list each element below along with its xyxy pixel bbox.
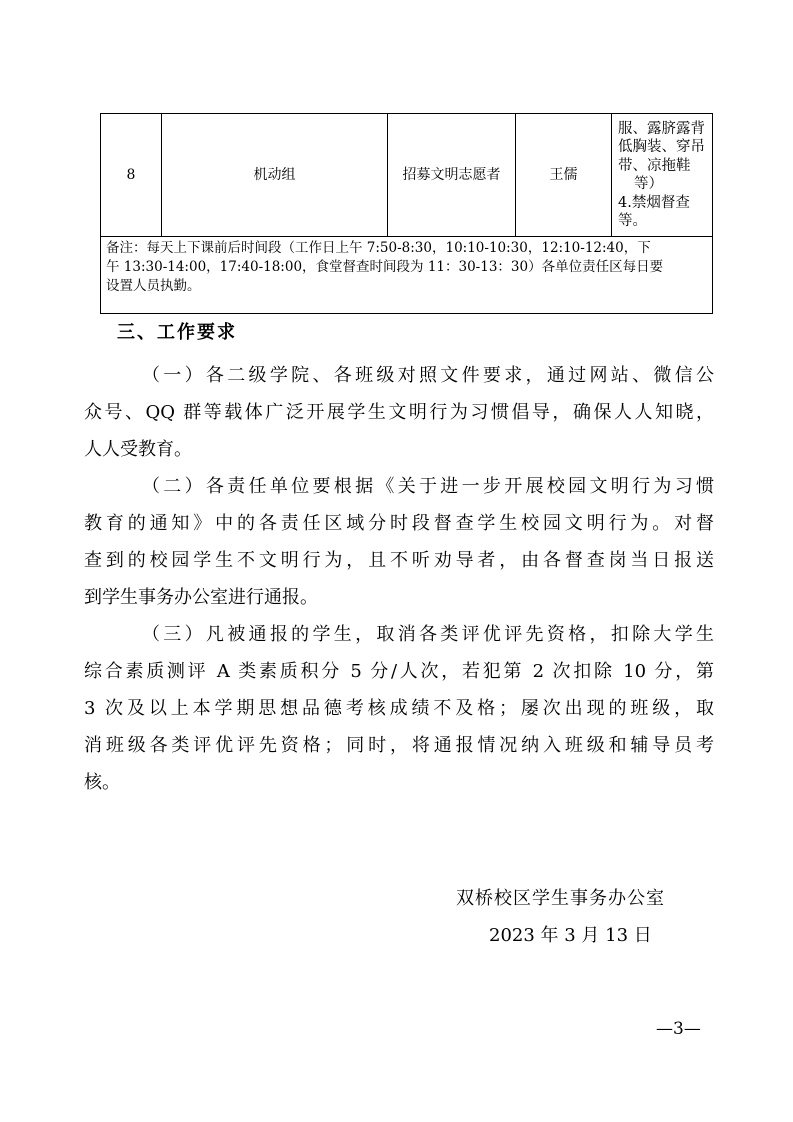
note-cell [101, 237, 713, 314]
note-line: 设置人员执勤。 [106, 278, 201, 294]
paragraph-line: 查到的校园学生不文明行为，且不听劝导者，由各督查岗当日报送 [84, 550, 714, 571]
person-name: 王儒 [516, 114, 612, 237]
duty-line: 服、露脐露背 [618, 120, 705, 137]
signature-date: 2023 年 3 月 13 日 [489, 925, 652, 946]
duty-table [100, 113, 713, 314]
paragraph-line: （三）凡被通报的学生，取消各类评优评先资格，扣除大学生 [142, 624, 714, 645]
table-row [101, 114, 713, 237]
section-heading: 三、工作要求 [117, 322, 237, 343]
paragraph-line: 人人受教育。 [84, 439, 192, 460]
paragraph-1 [84, 357, 714, 468]
row-index: 8 [101, 114, 162, 237]
paragraph-line: 到学生事务办公室进行通报。 [84, 587, 318, 608]
duty-line: 低胸装、穿吊 [618, 139, 705, 155]
duty-line: 等。 [618, 213, 647, 229]
paragraph-2 [84, 468, 714, 616]
paragraph-line: 教育的通知》中的各责任区域分时段督查学生校园文明行为。对督 [84, 513, 714, 534]
paragraph-line: 核。 [84, 772, 120, 793]
paragraph-3 [84, 616, 714, 801]
paragraph-line: 综合素质测评 A 类素质积分 5 分/人次，若犯第 2 次扣除 10 分，第 [84, 661, 714, 682]
duty-line: 带、凉拖鞋 [618, 157, 691, 174]
paragraph-line: 众号、QQ 群等载体广泛开展学生文明行为习惯倡导，确保人人知晓， [84, 402, 714, 423]
paragraph-line: （二）各责任单位要根据《关于进一步开展校园文明行为习惯 [142, 476, 714, 497]
paragraph-line: 3 次及以上本学期思想品德考核成绩不及格；屡次出现的班级，取 [84, 698, 714, 719]
group-name: 机动组 [162, 114, 388, 237]
task-name: 招募文明志愿者 [388, 114, 516, 237]
duty-line: 4.禁烟督查 [618, 194, 690, 211]
signature-office: 双桥校区学生事务办公室 [456, 888, 665, 909]
paragraph-line: （一）各二级学院、各班级对照文件要求，通过网站、微信公 [142, 365, 714, 386]
page-number: —3— [656, 1019, 701, 1039]
note-line: 午 13:30-14:00，17:40-18:00，食堂督查时间段为 11：30-13：30）各单位责任区每日要 [106, 259, 664, 275]
duty-cell [612, 114, 713, 237]
note-line: 备注：每天上下课前后时间段（工作日上午 7:50-8:30，10:10-10:30，12:10-12:40，下 [106, 240, 651, 256]
duty-line: 等） [634, 176, 663, 192]
note-row [101, 237, 713, 314]
paragraph-line: 消班级各类评优评先资格；同时，将通报情况纳入班级和辅导员考 [84, 735, 714, 756]
